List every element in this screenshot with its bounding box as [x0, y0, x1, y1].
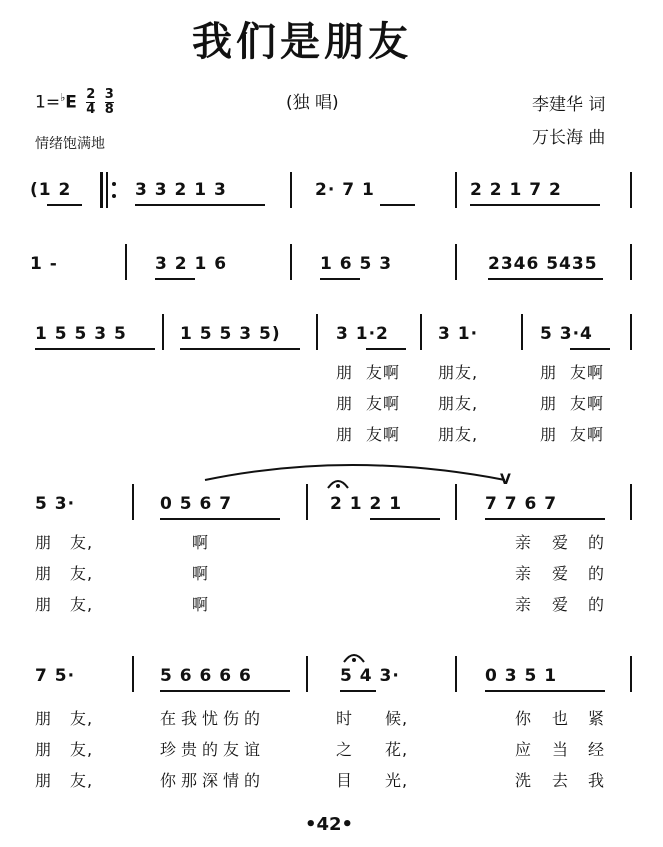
barline: [316, 314, 318, 350]
barline: [306, 656, 308, 692]
measure-1-2: 3 3 2 1 3: [135, 180, 227, 200]
beam: [320, 278, 360, 280]
key-note: E: [65, 92, 77, 113]
measure-3-4: 3 1·: [438, 324, 479, 344]
slur-arc: [200, 455, 510, 485]
barline: [290, 172, 292, 208]
beam: [470, 204, 600, 206]
measure-5-1: 7 5·: [35, 666, 76, 686]
beam: [380, 204, 415, 206]
fermata-icon: [342, 650, 366, 664]
measure-3-2: 1 5 5 3 5): [180, 324, 281, 344]
barline: [306, 484, 308, 520]
barline: [162, 314, 164, 350]
fermata-icon: [326, 476, 350, 490]
measure-5-3: 5 4 3·: [340, 666, 400, 686]
beam: [485, 518, 605, 520]
beam: [366, 348, 406, 350]
measure-5-2: 5 6 6 6 6: [160, 666, 252, 686]
breath-mark: V: [500, 472, 512, 488]
beam: [35, 348, 155, 350]
repeat-dot: [112, 182, 116, 186]
barline: [455, 484, 457, 520]
measure-1-3: 2· 7 1: [315, 180, 375, 200]
song-title: 我们是朋友: [192, 19, 412, 65]
barline: [521, 314, 523, 350]
measure-4-1: 5 3·: [35, 494, 76, 514]
measure-3-1: 1 5 5 3 5: [35, 324, 127, 344]
key-signature: [35, 88, 114, 117]
barline: [132, 484, 134, 520]
time-signature-2: $\frac{3}{8}$: [104, 87, 114, 117]
barline: [420, 314, 422, 350]
page-number: •42•: [305, 814, 354, 835]
beam: [370, 518, 440, 520]
measure-3-5: 5 3·4: [540, 324, 593, 344]
key-prefix: 1=: [35, 92, 61, 113]
barline: [455, 172, 457, 208]
performance-note: (独 唱): [286, 93, 339, 113]
measure-5-4: 0 3 5 1: [485, 666, 558, 686]
flat-sign: ♭: [60, 90, 66, 104]
beam: [180, 348, 300, 350]
measure-1-4: 2 2 1 7 2: [470, 180, 562, 200]
barline: [455, 244, 457, 280]
beam: [135, 204, 265, 206]
composer: 万长海 曲: [532, 128, 606, 148]
barline: [455, 656, 457, 692]
measure-4-3: 2 1 2 1: [330, 494, 403, 514]
measure-2-1: 1 -: [30, 254, 58, 274]
measure-1-1: (1 2: [30, 180, 72, 200]
measure-3-3: 3 1·2: [336, 324, 389, 344]
barline: [630, 656, 632, 692]
barline: [630, 172, 632, 208]
repeat-dot: [112, 194, 116, 198]
measure-2-2: 3 2 1 6: [155, 254, 228, 274]
beam: [160, 690, 290, 692]
measure-4-4: 7 7 6 7: [485, 494, 558, 514]
beam: [340, 690, 376, 692]
barline: [630, 244, 632, 280]
repeat-bar-thick: [100, 172, 103, 208]
barline: [132, 656, 134, 692]
barline: [630, 484, 632, 520]
beam: [160, 518, 280, 520]
beam: [155, 278, 195, 280]
barline: [125, 244, 127, 280]
measure-2-4: 2346 5435: [488, 254, 598, 274]
beam: [488, 278, 603, 280]
beam: [570, 348, 610, 350]
barline: [630, 314, 632, 350]
beam: [47, 204, 82, 206]
measure-4-2: 0 5 6 7: [160, 494, 233, 514]
barline: [290, 244, 292, 280]
expression-mark: 情绪饱满地: [35, 136, 105, 152]
time-signature-1: $\frac{2}{4}$: [86, 87, 96, 117]
repeat-bar-thin: [106, 172, 108, 208]
measure-2-3: 1 6 5 3: [320, 254, 393, 274]
beam: [485, 690, 605, 692]
lyricist: 李建华 词: [532, 95, 606, 115]
